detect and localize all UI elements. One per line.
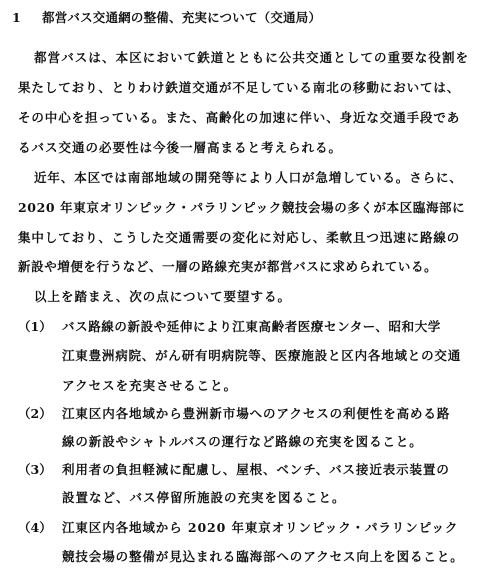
paragraph-line: るバス交通の必要性は今後一層高まると考えられる。 [18, 140, 343, 155]
paragraph-line: 以上を踏まえ、次の点について要望する。 [34, 289, 292, 304]
request-number: （3） [18, 462, 52, 477]
request-number: （1） [18, 319, 52, 334]
request-line: 競技会場の整備が見込まれる臨海部へのアクセス向上を図ること。 [62, 549, 464, 564]
request-number: （4） [18, 520, 52, 535]
paragraph-line: 都営バスは、本区において鉄道とともに公共交通としての重要な役割を [34, 50, 470, 65]
request-line: アクセスを充実させること。 [62, 378, 238, 393]
paragraph-line: 果たしており、とりわけ鉄道交通が不足している南北の移動においては、 [18, 80, 461, 95]
section-title: 都営バス交通網の整備、充実について（交通局） [42, 10, 322, 25]
request-line: 江東区内各地域から豊洲新市場へのアクセスの利便性を高める路 [62, 406, 451, 421]
paragraph-line: その中心を担っている。また、高齢化の加速に伴い、身近な交通手段であ [18, 110, 461, 125]
request-line: バス路線の新設や延伸により江東高齢者医療センター、昭和大学 [62, 319, 441, 334]
request-number: （2） [18, 406, 52, 421]
request-line: 設置など、バス停留所施設の充実を図ること。 [62, 490, 346, 505]
request-line: 江東区内各地域から 2020 年東京オリンピック・パラリンピック [62, 520, 459, 535]
request-line: 江東豊洲病院、がん研有明病院等、医療施設と区内各地域との交通 [62, 348, 462, 363]
paragraph-line: 集中しており、こうした交通需要の変化に対応し、柔軟且つ迅速に路線の [18, 230, 461, 245]
section-number: 1 [12, 10, 21, 25]
paragraph-line: 新設や増便を行うなど、一層の路線充実が都営バスに求められている。 [18, 259, 438, 274]
request-line: 線の新設やシャトルバスの運行など路線の充実を図ること。 [62, 434, 423, 449]
paragraph-line: 2020 年東京オリンピック・パラリンピック競技会場の多くが本区臨海部に [18, 200, 466, 215]
request-line: 利用者の負担軽減に配慮し、屋根、ベンチ、バス接近表示装置の [62, 462, 450, 477]
paragraph-line: 近年、本区では南部地域の開発等により人口が急増している。さらに、 [34, 170, 463, 185]
